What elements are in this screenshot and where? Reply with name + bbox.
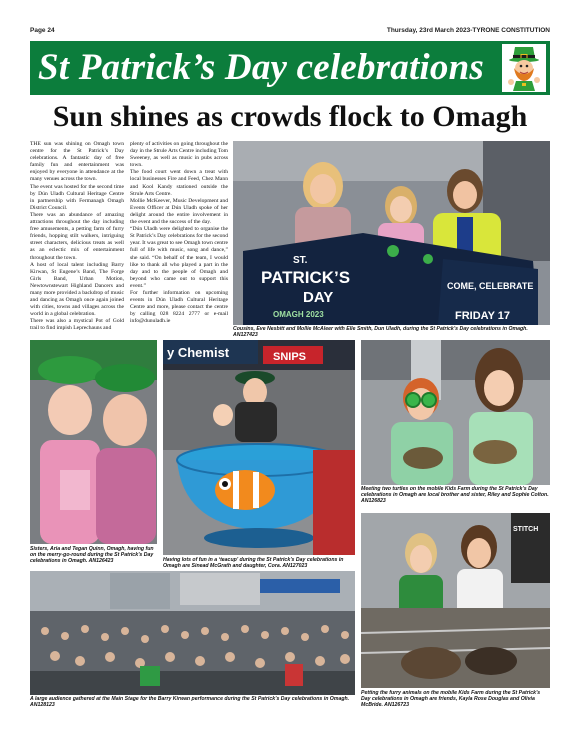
page-number: Page 24 bbox=[30, 27, 55, 34]
banner-title: St Patrick’s Day celebrations bbox=[38, 47, 484, 88]
sign-text-st: ST. bbox=[293, 255, 308, 266]
story-paragraph: The event was hosted for the second time by Dún Uladh Cultural Heritage Centre in partnership with Fermanagh Omagh District Council. bbox=[30, 183, 124, 211]
photo-teacup-image bbox=[163, 340, 355, 555]
photo-petting bbox=[361, 513, 550, 688]
story-paragraph: A host of local talent including Barry Kirwan, St Eugene’s Band, The Forge Girls Band, Urban Motion, Newtownstewart Highland Dancers and many more provided a backdrop of music and dancing as Omagh once again joined with cities, towns and villages across the world in a global celebration. bbox=[30, 261, 124, 318]
section-banner bbox=[30, 41, 550, 95]
sign-text-patricks: PATRICK’S bbox=[261, 268, 351, 287]
story-paragraph: “Dún Uladh were delighted to organise the St Patrick’s Day celebrations for the second year. It was great to see Omagh town centre full of life with music, song and dance,” she said. “On behalf of the team, I would like to thank all who played a part in the day and to the people of Omagh and beyond who came out to support this event.” bbox=[130, 226, 229, 289]
photo-sisters-image bbox=[30, 340, 157, 544]
caption-sisters: Sisters, Aria and Tegan Quinn, Omagh, having fun on the merry-go-round during the St Patrick’s Day celebrations in Omagh. AN126423 bbox=[30, 546, 154, 565]
caption-crowd: A large audience gathered at the Main Stage for the Barry Kirwan performance during the St Patrick’s Day celebrations in Omagh. AN128123 bbox=[30, 696, 350, 709]
photo-cousins bbox=[233, 141, 550, 325]
sign-text-day: DAY bbox=[303, 289, 334, 306]
story-paragraph: The food court went down a treat with local businesses Fire and Feed, Chez Mann and Kool Kandy stationed outside the Strule Arts Centre. bbox=[130, 169, 228, 197]
shop-sign-chemist: y Chemist bbox=[167, 345, 230, 360]
story-paragraph: plenty of activities on going throughout the day in the Strule Arts Centre including Tom Sweeney, as well as music in pubs across town. bbox=[130, 141, 228, 169]
sign-text-date: FRIDAY 17 bbox=[455, 310, 511, 322]
photo-petting-image bbox=[361, 513, 550, 688]
page-header bbox=[30, 27, 550, 37]
photo-crowd-image bbox=[30, 571, 355, 695]
sign-text-celebrate: COME, CELEBRATE bbox=[447, 281, 534, 291]
story-paragraph: Mollie McKeever, Music Development and Events Officer at Dún Uladh spoke of her delight around the entire involvement in the event and the success of the day. bbox=[130, 197, 228, 226]
caption-teacup: Having lots of fun in a ‘teacup’ during the St Patrick’s Day celebrations in Omagh are Sinead McGrath and daughter, Cora. AN127023 bbox=[163, 557, 344, 570]
photo-turtles-image bbox=[361, 340, 550, 485]
photo-teacup bbox=[163, 340, 355, 555]
sign-text-omagh: OMAGH 2023 bbox=[273, 310, 324, 319]
story-paragraph: For further information on upcoming events in Dún Uladh Cultural Heritage Centre and more, please contact the centre by calling 028 8224 2777 or e-mail info@dunuladh.ie bbox=[130, 289, 228, 325]
story-column-2 bbox=[130, 141, 228, 325]
story-paragraph: There was also a mystical Pot of Gold trail to find impish Leprechauns and bbox=[30, 318, 124, 332]
caption-petting: Petting the furry animals on the mobile Kids Farm during the St Patrick’s Day celebrations in Omagh are friends, Kayla Rose Douglas and Olivia McBride. AN126723 bbox=[361, 690, 541, 709]
photo-crowd bbox=[30, 571, 355, 695]
article-headline: Sun shines as crowds flock to Omagh bbox=[52, 100, 528, 133]
photo-cousins-image bbox=[233, 141, 550, 325]
leprechaun-mascot bbox=[502, 44, 546, 92]
issue-line: Thursday, 23rd March 2023-TYRONE CONSTITUTION bbox=[386, 27, 550, 34]
story-paragraph: THE sun was shining on Omagh town centre for the St Patrick’s Day celebrations. A fantastic day of free family fun and entertainment was enjoyed by everyone in attendance at the many venues across the town. bbox=[30, 141, 124, 183]
photo-sisters bbox=[30, 340, 157, 544]
leprechaun-icon bbox=[502, 44, 546, 92]
caption-turtles: Meeting two turtles on the mobile Kids Farm during the St Patrick’s Day celebrations in Omagh are local brother and sister, Riley and Sophie Colton. AN126823 bbox=[361, 486, 549, 505]
shop-sign-snips: SNIPS bbox=[273, 351, 307, 363]
story-paragraph: There was an abundance of amazing attractions throughout the day including free amusements, a petting farm of furry friends, hopping stilt walkers, intriguing street characters, delicious treats as well as an eclectic mix of entertainment throughout the town. bbox=[30, 211, 124, 261]
photo-turtles bbox=[361, 340, 550, 485]
story-column-1 bbox=[30, 141, 124, 333]
caption-cousins: Cousins, Eve Nesbitt and Mollie McAleer with Elle Smith, Dun Uladh, during the St Patrick’s Day celebrations in Omagh. AN127423 bbox=[233, 326, 528, 339]
shop-sign-stitch: STITCH bbox=[513, 526, 539, 533]
